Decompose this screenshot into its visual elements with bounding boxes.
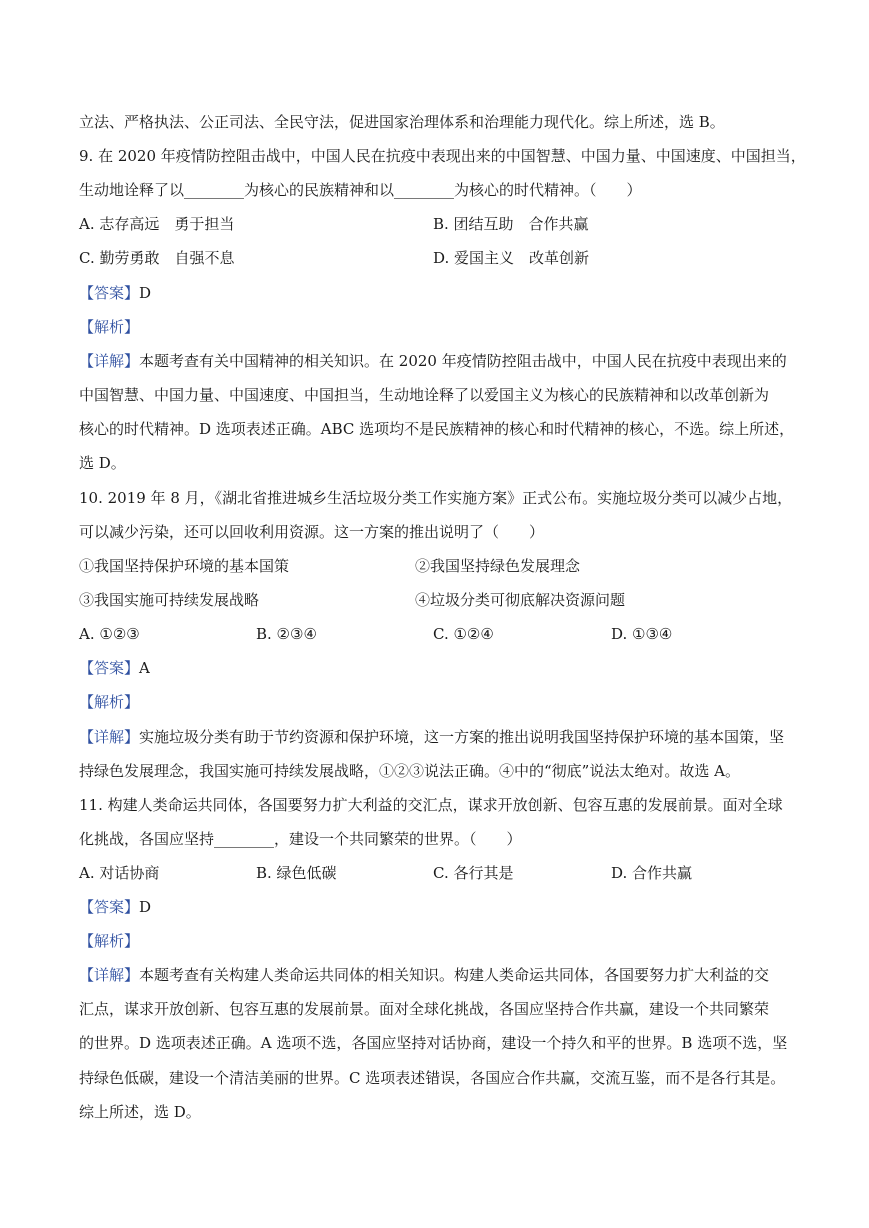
q10-option-c: C. ①②④ bbox=[433, 625, 494, 643]
question-9-stem: 生动地诠释了以________为核心的民族精神和以________为核心的时代精神。（ ） bbox=[79, 181, 642, 199]
question-9-stem: 9. 在 2020 年疫情防控阻击战中，中国人民在抗疫中表现出来的中国智慧、中国力量、中国速度、中国担当， bbox=[79, 147, 806, 165]
detail-tag: 【详解】 bbox=[79, 352, 140, 370]
q9-option-a: A. 志存高远 勇于担当 bbox=[79, 215, 235, 233]
detail-line: 综上所述，选 D。 bbox=[79, 1103, 201, 1121]
q9-option-d: D. 爱国主义 改革创新 bbox=[433, 249, 590, 267]
answer-line bbox=[79, 897, 794, 917]
detail-line: 汇点，谋求开放创新、包容互惠的发展前景。面对全球化挑战，各国应坚持合作共赢，建设一个共同繁荣 bbox=[79, 1000, 770, 1018]
detail-line bbox=[79, 351, 794, 371]
detail-text: 本题考查有关中国精神的相关知识。在 2020 年疫情防控阻击战中，中国人民在抗疫中表现出来的 bbox=[139, 352, 787, 370]
q10-statement-1: ①我国坚持保护环境的基本国策 bbox=[79, 557, 290, 575]
paragraph-line: 立法、严格执法、公正司法、全民守法，促进国家治理体系和治理能力现代化。综上所述，选 B。 bbox=[79, 113, 725, 131]
q10-option-b: B. ②③④ bbox=[256, 625, 317, 643]
q11-option-a: A. 对话协商 bbox=[79, 864, 160, 882]
answer-tag: 【答案】 bbox=[79, 659, 140, 677]
detail-tag: 【详解】 bbox=[79, 728, 140, 746]
q9-option-b: B. 团结互助 合作共赢 bbox=[433, 215, 589, 233]
detail-line: 持绿色发展理念，我国实施可持续发展战略，①②③说法正确。④中的“彻底”说法太绝对。故选 A。 bbox=[79, 762, 740, 780]
q9-option-c: C. 勤劳勇敢 自强不息 bbox=[79, 249, 235, 267]
question-10-stem: 可以减少污染，还可以回收利用资源。这一方案的推出说明了（ ） bbox=[79, 523, 545, 541]
answer-value: D bbox=[139, 284, 152, 302]
detail-line: 持绿色低碳，建设一个清洁美丽的世界。C 选项表述错误，各国应合作共赢，交流互鉴，而不是各行其是。 bbox=[79, 1069, 786, 1087]
q11-option-c: C. 各行其是 bbox=[433, 864, 514, 882]
q11-option-d: D. 合作共赢 bbox=[611, 864, 693, 882]
analysis-tag: 【解析】 bbox=[79, 932, 140, 950]
answer-line bbox=[79, 283, 794, 303]
q10-statement-2: ②我国坚持绿色发展理念 bbox=[415, 557, 581, 575]
detail-line: 的世界。D 选项表述正确。A 选项不选，各国应坚持对话协商，建设一个持久和平的世界。B 选项不选，坚 bbox=[79, 1034, 788, 1052]
q10-statement-4: ④垃圾分类可彻底解决资源问题 bbox=[415, 591, 626, 609]
analysis-tag: 【解析】 bbox=[79, 693, 140, 711]
detail-text: 实施垃圾分类有助于节约资源和保护环境，这一方案的推出说明我国坚持保护环境的基本国策，坚 bbox=[139, 728, 785, 746]
detail-line: 中国智慧、中国力量、中国速度、中国担当，生动地诠释了以爱国主义为核心的民族精神和以改革创新为 bbox=[79, 386, 770, 404]
q10-option-a: A. ①②③ bbox=[79, 625, 140, 643]
answer-value: A bbox=[139, 659, 150, 677]
q10-statement-3: ③我国实施可持续发展战略 bbox=[79, 591, 260, 609]
detail-tag: 【详解】 bbox=[79, 966, 140, 984]
analysis-tag: 【解析】 bbox=[79, 318, 140, 336]
question-10-stem: 10. 2019 年 8 月，《湖北省推进城乡生活垃圾分类工作实施方案》正式公布。实施垃圾分类可以减少占地， bbox=[79, 489, 793, 507]
detail-line bbox=[79, 727, 794, 747]
answer-tag: 【答案】 bbox=[79, 284, 140, 302]
q10-option-d: D. ①③④ bbox=[611, 625, 673, 643]
answer-line bbox=[79, 658, 794, 678]
answer-value: D bbox=[139, 898, 152, 916]
detail-line: 核心的时代精神。D 选项表述正确。ABC 选项均不是民族精神的核心和时代精神的核心，不选。综上所述， bbox=[79, 420, 795, 438]
detail-line: 选 D。 bbox=[79, 454, 126, 472]
question-11-stem: 化挑战，各国应坚持________，建设一个共同繁荣的世界。（ ） bbox=[79, 830, 522, 848]
q11-option-b: B. 绿色低碳 bbox=[256, 864, 337, 882]
answer-tag: 【答案】 bbox=[79, 898, 140, 916]
question-11-stem: 11. 构建人类命运共同体，各国要努力扩大利益的交汇点，谋求开放创新、包容互惠的发展前景。面对全球 bbox=[79, 796, 783, 814]
detail-line bbox=[79, 965, 794, 985]
detail-text: 本题考查有关构建人类命运共同体的相关知识。构建人类命运共同体，各国要努力扩大利益的交 bbox=[139, 966, 770, 984]
